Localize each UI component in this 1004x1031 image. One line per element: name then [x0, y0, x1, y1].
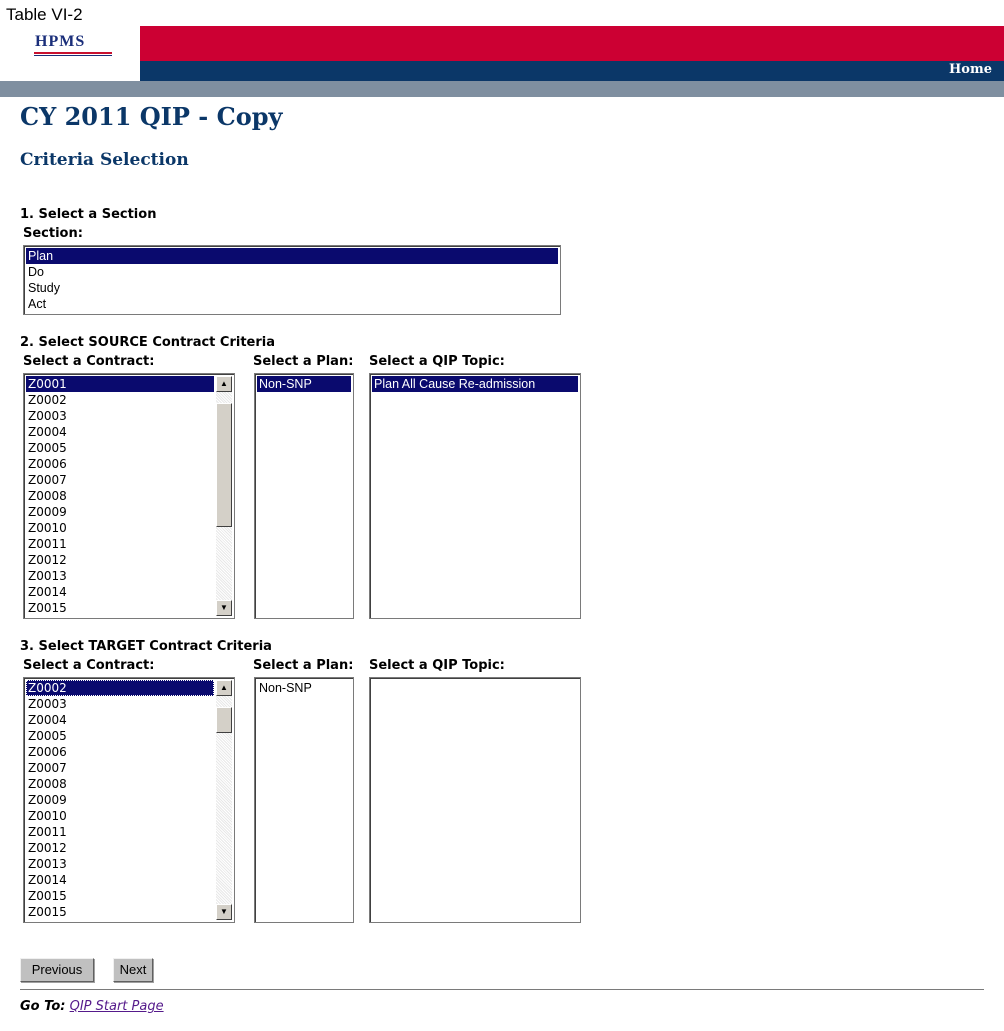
section-label: Section:	[23, 226, 83, 241]
list-option[interactable]: Z0006	[28, 745, 67, 759]
list-option[interactable]: Z0004	[28, 713, 67, 727]
list-option[interactable]: Z0007	[28, 761, 67, 775]
page-subtitle: Criteria Selection	[20, 150, 189, 170]
list-option[interactable]: Z0003	[28, 409, 67, 423]
target-contract-scrollbar[interactable]	[216, 680, 232, 920]
source-topic-label: Select a QIP Topic:	[369, 354, 505, 369]
list-option[interactable]: Plan	[26, 248, 558, 264]
list-option[interactable]: Z0005	[28, 441, 67, 455]
section-options	[26, 248, 558, 312]
header-red-bar	[140, 26, 1004, 61]
target-topic-label: Select a QIP Topic:	[369, 658, 505, 673]
arrow-down-icon[interactable]: ▼	[216, 904, 232, 920]
list-option[interactable]: Z0002	[26, 680, 214, 696]
footer-divider	[20, 989, 984, 990]
source-plan-options	[257, 376, 351, 392]
list-option[interactable]: Study	[28, 281, 60, 295]
list-option[interactable]: Non-SNP	[257, 376, 351, 392]
list-option[interactable]: Z0006	[28, 457, 67, 471]
list-option[interactable]: Z0005	[28, 729, 67, 743]
list-option[interactable]: Do	[28, 265, 44, 279]
arrow-up-icon[interactable]: ▲	[216, 376, 232, 392]
step3-heading: 3. Select TARGET Contract Criteria	[20, 639, 272, 654]
home-link[interactable]: Home	[949, 62, 992, 77]
source-contract-label: Select a Contract:	[23, 354, 155, 369]
target-contract-options	[26, 680, 214, 920]
arrow-up-icon[interactable]: ▲	[216, 680, 232, 696]
logo-underline-blue	[34, 55, 112, 56]
source-scroll-thumb[interactable]	[216, 403, 232, 527]
goto-row	[20, 999, 164, 1014]
section-listbox[interactable]	[23, 245, 561, 315]
list-option[interactable]: Plan All Cause Re-admission	[372, 376, 578, 392]
figure-caption: Table VI-2	[6, 5, 83, 24]
list-option[interactable]: Z0009	[28, 793, 67, 807]
list-option[interactable]: Z0010	[28, 809, 67, 823]
list-option[interactable]: Z0004	[28, 425, 67, 439]
target-topic-listbox[interactable]	[369, 677, 581, 923]
step1-heading: 1. Select a Section	[20, 207, 157, 222]
list-option[interactable]: Z0013	[28, 569, 67, 583]
list-option[interactable]: Z0014	[28, 873, 67, 887]
list-option[interactable]: Z0003	[28, 697, 67, 711]
list-option[interactable]: Z0008	[28, 489, 67, 503]
target-contract-listbox[interactable]	[23, 677, 235, 923]
list-option[interactable]: Act	[28, 297, 47, 311]
header-gray-bar	[0, 81, 1004, 97]
list-option[interactable]: Z0015	[28, 889, 67, 903]
previous-button[interactable]: Previous	[20, 958, 94, 982]
source-contract-scrollbar[interactable]	[216, 376, 232, 616]
list-option[interactable]: Z0014	[28, 585, 67, 599]
step2-heading: 2. Select SOURCE Contract Criteria	[20, 335, 275, 350]
list-option[interactable]: Z0009	[28, 505, 67, 519]
target-contract-label: Select a Contract:	[23, 658, 155, 673]
target-plan-listbox[interactable]	[254, 677, 354, 923]
source-topic-listbox[interactable]	[369, 373, 581, 619]
list-option[interactable]: Z0011	[28, 825, 67, 839]
target-plan-label: Select a Plan:	[253, 658, 354, 673]
list-option[interactable]: Non-SNP	[259, 681, 312, 695]
list-option[interactable]: Z0001	[26, 376, 214, 392]
list-option[interactable]: Z0007	[28, 473, 67, 487]
source-contract-listbox[interactable]	[23, 373, 235, 619]
arrow-down-icon[interactable]: ▼	[216, 600, 232, 616]
header-nav-bar	[140, 61, 1004, 81]
goto-label: Go To:	[20, 999, 66, 1014]
next-button[interactable]: Next	[113, 958, 153, 982]
list-option[interactable]: Z0011	[28, 537, 67, 551]
source-topic-options	[372, 376, 578, 392]
hpms-logo[interactable]: HPMS	[35, 33, 86, 50]
list-option[interactable]: Z0013	[28, 857, 67, 871]
list-option[interactable]: Z0015	[28, 601, 67, 615]
source-plan-label: Select a Plan:	[253, 354, 354, 369]
page-title: CY 2011 QIP - Copy	[20, 102, 283, 131]
qip-start-page-link[interactable]: QIP Start Page	[69, 999, 164, 1014]
target-plan-options	[257, 680, 351, 696]
list-option[interactable]: Z0002	[28, 393, 67, 407]
logo-underline-red	[34, 52, 112, 54]
list-option[interactable]: Z0012	[28, 553, 67, 567]
source-contract-options	[26, 376, 214, 616]
target-scroll-thumb[interactable]	[216, 707, 232, 733]
list-option[interactable]: Z0015	[28, 905, 67, 919]
list-option[interactable]: Z0008	[28, 777, 67, 791]
source-plan-listbox[interactable]	[254, 373, 354, 619]
list-option[interactable]: Z0012	[28, 841, 67, 855]
list-option[interactable]: Z0010	[28, 521, 67, 535]
